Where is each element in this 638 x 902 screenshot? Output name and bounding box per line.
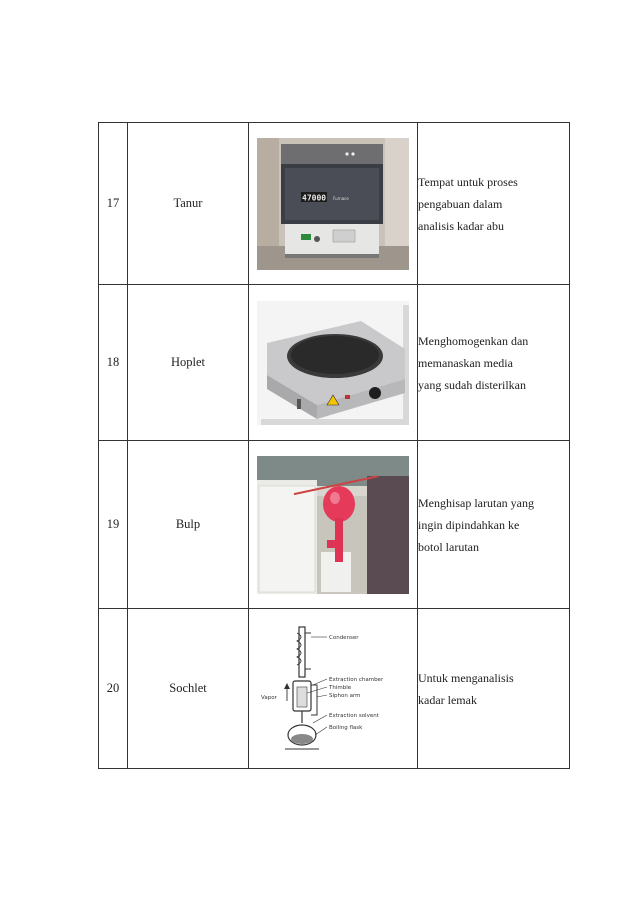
equipment-name: Bulp xyxy=(128,441,249,609)
row-number: 18 xyxy=(99,285,128,441)
table-row xyxy=(99,123,570,285)
furnace-brand: Furnace xyxy=(333,195,349,201)
diagram-label-vapor: Vapor xyxy=(261,694,277,701)
pipette-bulb-photo-icon xyxy=(257,456,409,594)
diagram-label-extraction-solvent: Extraction solvent xyxy=(329,712,379,719)
equipment-image-cell xyxy=(249,609,418,769)
hot-plate-photo-icon xyxy=(257,301,409,425)
equipment-name: Hoplet xyxy=(128,285,249,441)
table-row xyxy=(99,609,570,769)
equipment-description: Menghomogenkan dan memanaskan media yang sudah disterilkan xyxy=(418,285,570,441)
diagram-label-thimble: Thimble xyxy=(329,684,352,691)
row-number: 17 xyxy=(99,123,128,285)
equipment-name: Sochlet xyxy=(128,609,249,769)
equipment-description: Menghisap larutan yang ingin dipindahkan ke botol larutan xyxy=(418,441,570,609)
equipment-image-cell xyxy=(249,285,418,441)
equipment-image-cell xyxy=(249,441,418,609)
muffle-furnace-photo-icon xyxy=(257,138,409,270)
table-row xyxy=(99,441,570,609)
equipment-image-cell xyxy=(249,123,418,285)
diagram-label-siphon-arm: Siphon arm xyxy=(329,692,361,699)
equipment-description: Tempat untuk proses pengabuan dalam analisis kadar abu xyxy=(418,123,570,285)
row-number: 20 xyxy=(99,609,128,769)
diagram-label-condenser: Condenser xyxy=(329,634,359,641)
diagram-label-extraction-chamber: Extraction chamber xyxy=(329,676,384,683)
equipment-table xyxy=(98,122,570,769)
soxhlet-diagram-icon xyxy=(257,619,409,759)
row-number: 19 xyxy=(99,441,128,609)
table-row xyxy=(99,285,570,441)
diagram-label-boiling-flask: Boiling flask xyxy=(329,724,363,731)
furnace-display: 47000 xyxy=(302,193,327,202)
equipment-name: Tanur xyxy=(128,123,249,285)
equipment-description: Untuk menganalisis kadar lemak xyxy=(418,609,570,769)
